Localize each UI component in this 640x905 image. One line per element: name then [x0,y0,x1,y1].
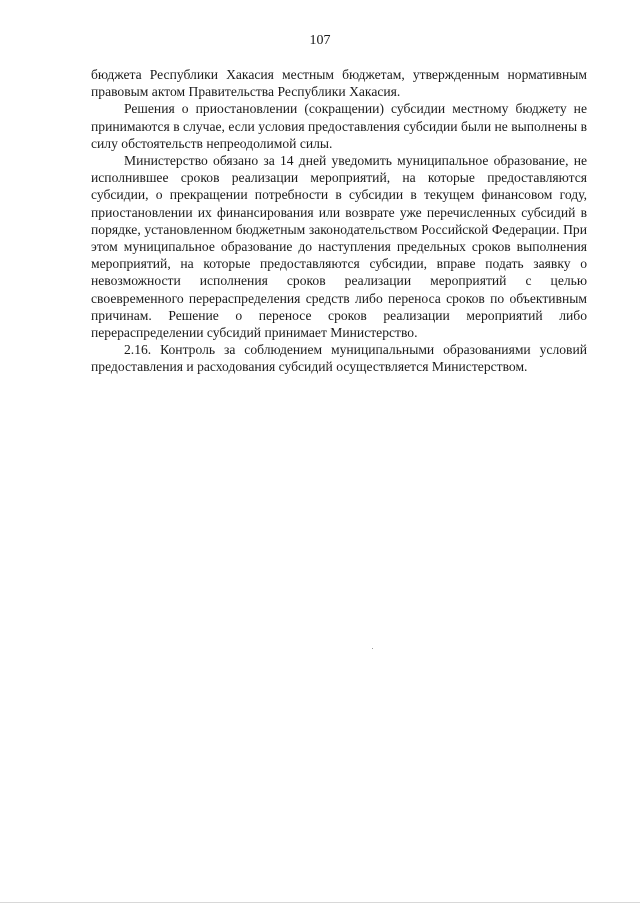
paragraph-subsidy-suspension: Решения о приостановлении (сокращении) субсидии местному бюджету не принимаются в случае, если условия предоставления субсидии были не выполнены в силу обстоятельств непреодолимой силы. [91,101,587,151]
document-body [91,66,587,376]
scan-speck [372,648,373,649]
paragraph-section-2-16: 2.16. Контроль за соблюдением муниципальными образованиями условий предоставления и расходования субсидий осуществляется Министерством. [91,342,587,375]
page-bottom-edge [0,902,640,903]
page-number: 107 [309,33,331,48]
paragraph-ministry-notification: Министерство обязано за 14 дней уведомить муниципальное образование, не исполнившее сроков реализации мероприятий, на которые предоставляются субсидии, о прекращении потребности в субсидии в текущем финансовом году, приостановлении их финансирования или возврате уже перечисленных субсидий в порядке, установленном бюджетным законодательством Российской Федерации. При этом муниципальное образование до наступления предельных сроков выполнения мероприятий, на которые предоставляются субсидии, вправе подать заявку о невозможности исполнения сроков реализации мероприятий с целью своевременного перераспределения средств либо переноса сроков по объективным причинам. Решение о переносе сроков реализации мероприятий либо перераспределении субсидий принимает Министерство. [91,153,587,341]
paragraph-continuation: бюджета Республики Хакасия местным бюджетам, утвержденным нормативным правовым актом Правительства Республики Хакасия. [91,67,587,100]
